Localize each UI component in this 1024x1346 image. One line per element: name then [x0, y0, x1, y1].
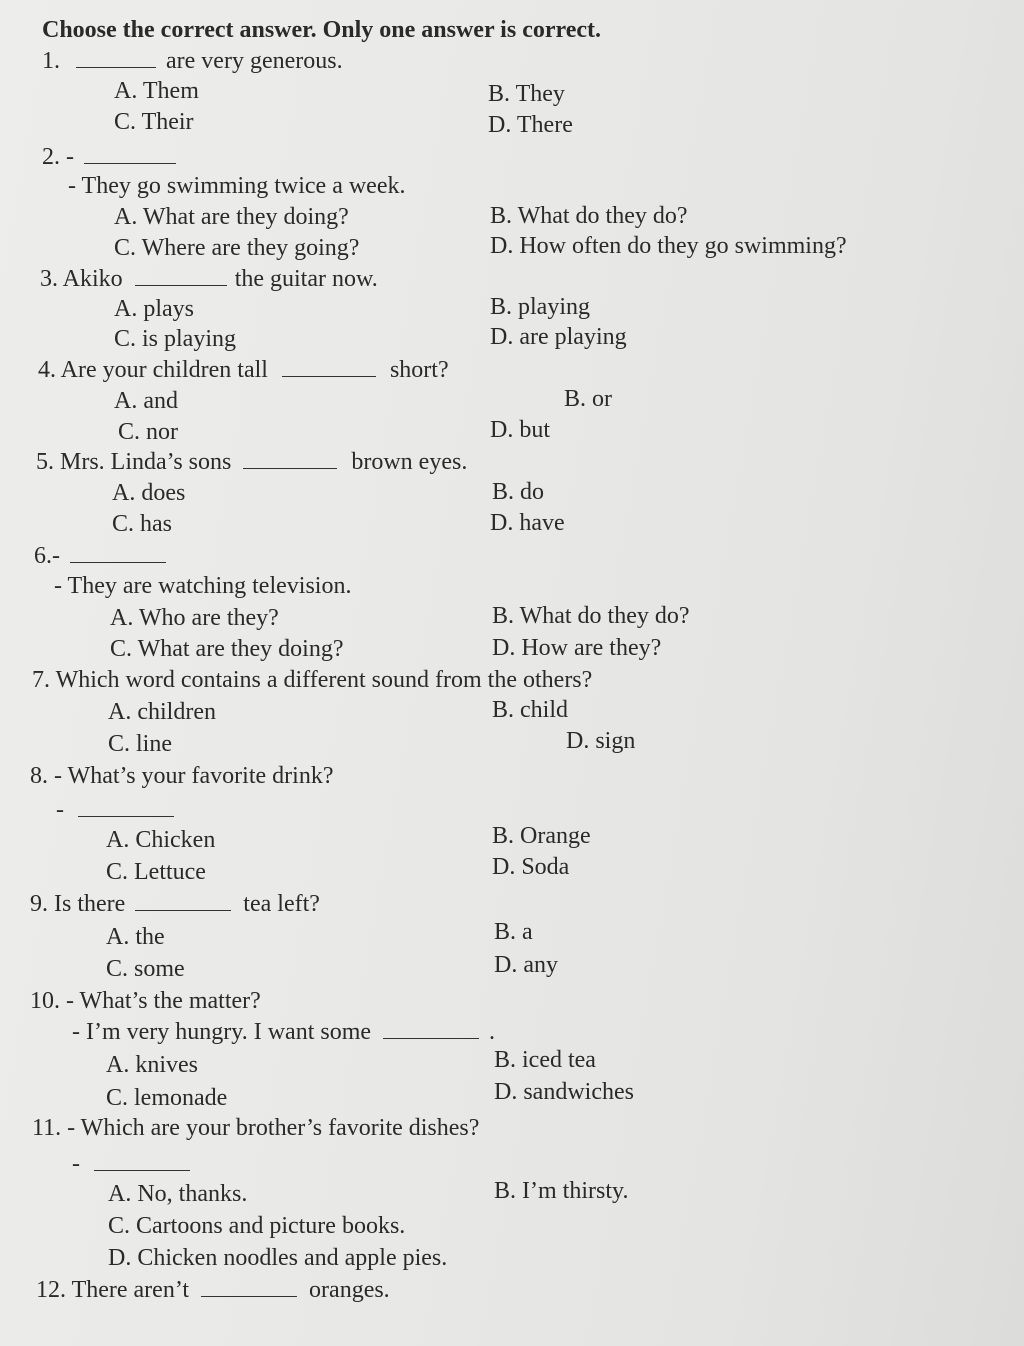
q3-option-b: B. playing — [490, 294, 590, 320]
q9-option-c: C. some — [106, 956, 185, 982]
q8-option-d: D. Soda — [492, 854, 570, 880]
q2-option-a: A. What are they doing? — [114, 204, 349, 230]
question-10-reply-text: - I’m very hungry. I want some — [72, 1019, 372, 1045]
answer-blank — [135, 890, 231, 911]
q8-option-a: A. Chicken — [106, 827, 216, 853]
question-3 — [40, 265, 378, 293]
q2-option-d: D. How often do they go swimming? — [490, 233, 847, 259]
answer-blank — [94, 1150, 190, 1171]
question-9 — [30, 890, 320, 918]
question-2-number: 2. - — [42, 144, 74, 170]
q9-option-a: A. the — [106, 924, 165, 950]
q10-option-b: B. iced tea — [494, 1047, 596, 1073]
question-4-stem: short? — [389, 357, 449, 383]
question-4 — [38, 356, 449, 384]
q6-option-a: A. Who are they? — [110, 605, 279, 631]
question-5-number: 5. Mrs. Linda’s sons — [36, 449, 232, 475]
q4-option-b: B. or — [564, 386, 612, 412]
q7-option-b: B. child — [492, 697, 568, 723]
question-4-number: 4. Are your children tall — [38, 357, 268, 383]
q9-option-b: B. a — [494, 919, 533, 945]
question-9-number: 9. Is there — [30, 891, 126, 917]
question-10: 10. - What’s the matter? — [30, 988, 261, 1014]
q11-option-a: A. No, thanks. — [108, 1181, 248, 1207]
q5-option-a: A. does — [112, 480, 186, 506]
answer-blank — [135, 265, 227, 286]
question-1-number: 1. — [42, 48, 60, 74]
q10-option-c: C. lemonade — [106, 1085, 228, 1111]
question-5-stem: brown eyes. — [351, 449, 468, 475]
answer-blank — [70, 542, 166, 563]
q1-option-b: B. They — [488, 81, 565, 107]
question-12-stem: oranges. — [309, 1277, 390, 1303]
q4-option-a: A. and — [114, 388, 178, 414]
answer-blank — [383, 1018, 479, 1039]
answer-blank — [76, 47, 156, 68]
question-1-stem: are very generous. — [166, 48, 343, 74]
question-5 — [36, 448, 467, 476]
q6-option-c: C. What are they doing? — [110, 636, 344, 662]
q6-option-d: D. How are they? — [492, 635, 662, 661]
q11-option-b: B. I’m thirsty. — [494, 1178, 629, 1204]
question-1 — [42, 47, 343, 75]
q9-option-d: D. any — [494, 952, 558, 978]
question-2 — [42, 143, 176, 171]
q5-option-d: D. have — [490, 510, 565, 536]
question-12-number: 12. There aren’t — [36, 1277, 190, 1303]
q5-option-c: C. has — [112, 511, 172, 537]
answer-blank — [78, 796, 174, 817]
question-6-reply: - They are watching television. — [54, 573, 352, 599]
question-9-stem: tea left? — [243, 891, 320, 917]
reply-dash: - — [72, 1151, 80, 1177]
question-3-stem: the guitar now. — [234, 266, 378, 292]
q1-option-d: D. There — [488, 112, 573, 138]
q6-option-b: B. What do they do? — [492, 603, 690, 629]
question-6 — [34, 542, 166, 570]
answer-blank — [282, 356, 376, 377]
q2-option-c: C. Where are they going? — [114, 235, 360, 261]
q10-option-a: A. knives — [106, 1052, 198, 1078]
instructions-heading: Choose the correct answer. Only one answer is correct. — [42, 17, 602, 43]
q7-option-d: D. sign — [566, 728, 636, 754]
q7-option-c: C. line — [108, 731, 172, 757]
q8-option-b: B. Orange — [492, 823, 591, 849]
question-11: 11. - Which are your brother’s favorite dishes? — [32, 1115, 480, 1141]
answer-blank — [243, 448, 337, 469]
q3-option-d: D. are playing — [490, 324, 627, 350]
q1-option-a: A. Them — [114, 78, 199, 104]
reply-dash: - — [56, 797, 64, 823]
q11-option-d: D. Chicken noodles and apple pies. — [108, 1245, 448, 1271]
question-8: 8. - What’s your favorite drink? — [30, 763, 334, 789]
question-2-reply: - They go swimming twice a week. — [68, 173, 406, 199]
answer-blank — [201, 1276, 297, 1297]
q10-option-d: D. sandwiches — [494, 1079, 634, 1105]
question-6-number: 6.- — [34, 543, 60, 569]
question-8-reply — [56, 796, 174, 824]
q7-option-a: A. children — [108, 699, 216, 725]
question-11-reply — [72, 1150, 190, 1178]
q4-option-d: D. but — [490, 417, 550, 443]
q1-option-c: C. Their — [114, 109, 194, 135]
q3-option-c: C. is playing — [114, 326, 237, 352]
q2-option-b: B. What do they do? — [490, 203, 688, 229]
q4-option-c: C. nor — [118, 419, 178, 445]
question-12 — [36, 1276, 390, 1304]
question-10-period: . — [489, 1019, 496, 1045]
question-3-number: 3. Akiko — [40, 266, 123, 292]
answer-blank — [84, 143, 176, 164]
question-7: 7. Which word contains a different sound from the others? — [32, 667, 593, 693]
q8-option-c: C. Lettuce — [106, 859, 206, 885]
q11-option-c: C. Cartoons and picture books. — [108, 1213, 406, 1239]
question-10-reply — [72, 1018, 495, 1046]
q3-option-a: A. plays — [114, 296, 194, 322]
q5-option-b: B. do — [492, 479, 545, 505]
